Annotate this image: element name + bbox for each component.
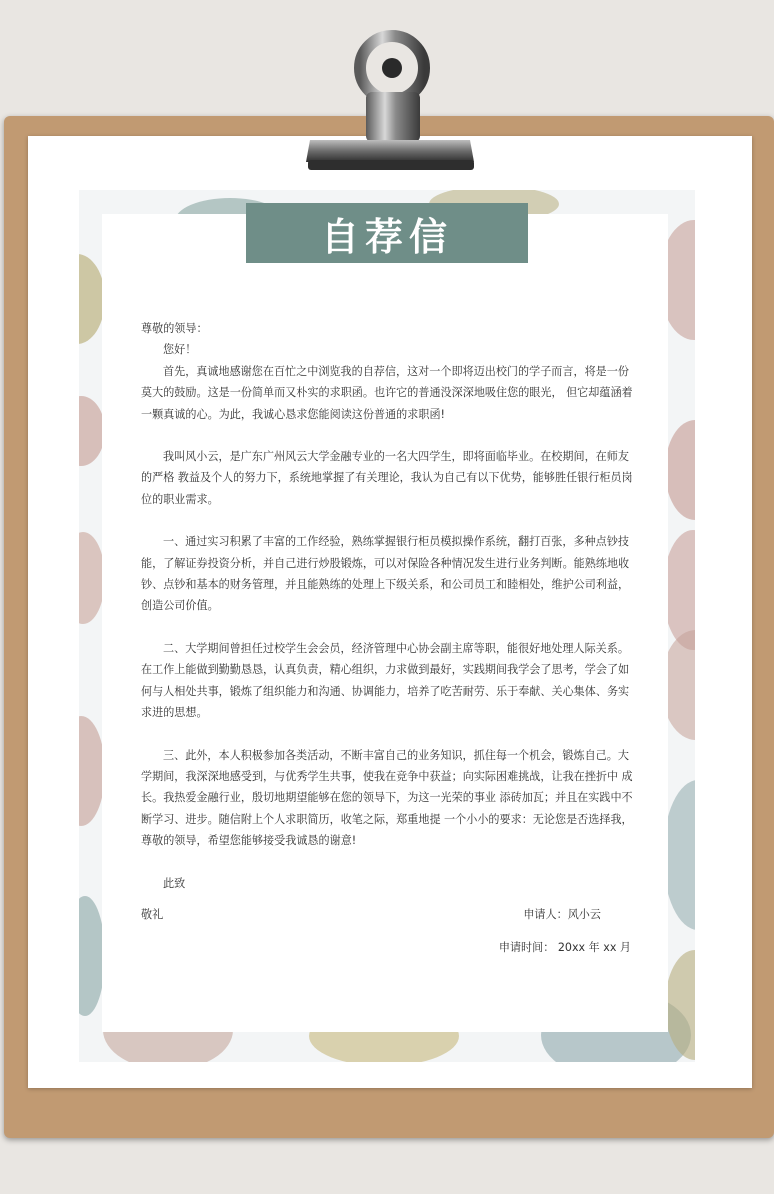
letter-body [141, 318, 637, 959]
paragraph-point-2: 二、大学期间曾担任过校学生会会员，经济管理中心协会副主席等职，能很好地处理人际关系。在工作上能做到勤勤恳恳，认真负责，精心组织，力求做到最好，实践期间我学会了思考，学会了如何与人相处共事，锻炼了组织能力和沟通、协调能力，培养了吃苦耐劳、乐于奉献、关心集体、务实求进的思想。 [141, 641, 630, 720]
paragraph-point-1: 一、通过实习积累了丰富的工作经验，熟练掌握银行柜员模拟操作系统，翻打百张，多种点钞技能，了解证券投资分析，并自己进行炒股锻炼，可以对保险各种情况发生进行业务判断。能熟练地收钞、点钞和基本的财务管理，并且能熟练的处理上下级关系，和公司员工和睦相处，维护公司利益，创造公司价值。 [141, 535, 630, 613]
salutation: 尊敬的领导： [141, 322, 208, 335]
closing: 此致 [163, 876, 186, 890]
applicant-name: 申请人：风小云 [523, 907, 601, 921]
title-banner [246, 203, 528, 263]
binder-clip-icon [300, 22, 480, 182]
regards: 敬礼 [141, 907, 164, 921]
application-date: 申请时间： 20xx 年 xx 月 [498, 941, 631, 955]
paragraph-point-3: 三、此外，本人积极参加各类活动，不断丰富自己的业务知识，抓住每一个机会，锻炼自己。大学期间，我深深地感受到，与优秀学生共事，使我在竞争中获益；向实际困难挑战，让我在挫折中 成长。我热爱金融行业，殷切地期望能够在您的领导下，为这一光荣的事业 添砖加瓦；并且在实践中不断学习、进步。随信附上个人求职简历，收笔之际，郑重地提 一个小小的要求：无论您是否选择我，尊敬的领导，希望您能够接受我诚恳的谢意! [141, 748, 633, 848]
greeting: 您好！ [163, 343, 197, 357]
page-title: 自荐信 [320, 214, 453, 259]
paragraph-self-intro: 我叫风小云，是广东广州风云大学金融专业的一名大四学生，即将面临毕业。在校期间，在师友的严格 教益及个人的努力下，系统地掌握了有关理论，我认为自己有以下优势，能够胜任银行柜员岗位的职业需求。 [141, 450, 633, 506]
paragraph-intro: 首先，真诚地感谢您在百忙之中浏览我的自荐信，这对一个即将迈出校门的学子而言，将是一份莫大的鼓励。这是一份简单而又朴实的求职函。也许它的普通没深深地吸住您的眼光， 但它却蕴涵着一颗真诚的心。为此，我诚心恳求您能阅读这份普通的求职函! [141, 364, 633, 421]
